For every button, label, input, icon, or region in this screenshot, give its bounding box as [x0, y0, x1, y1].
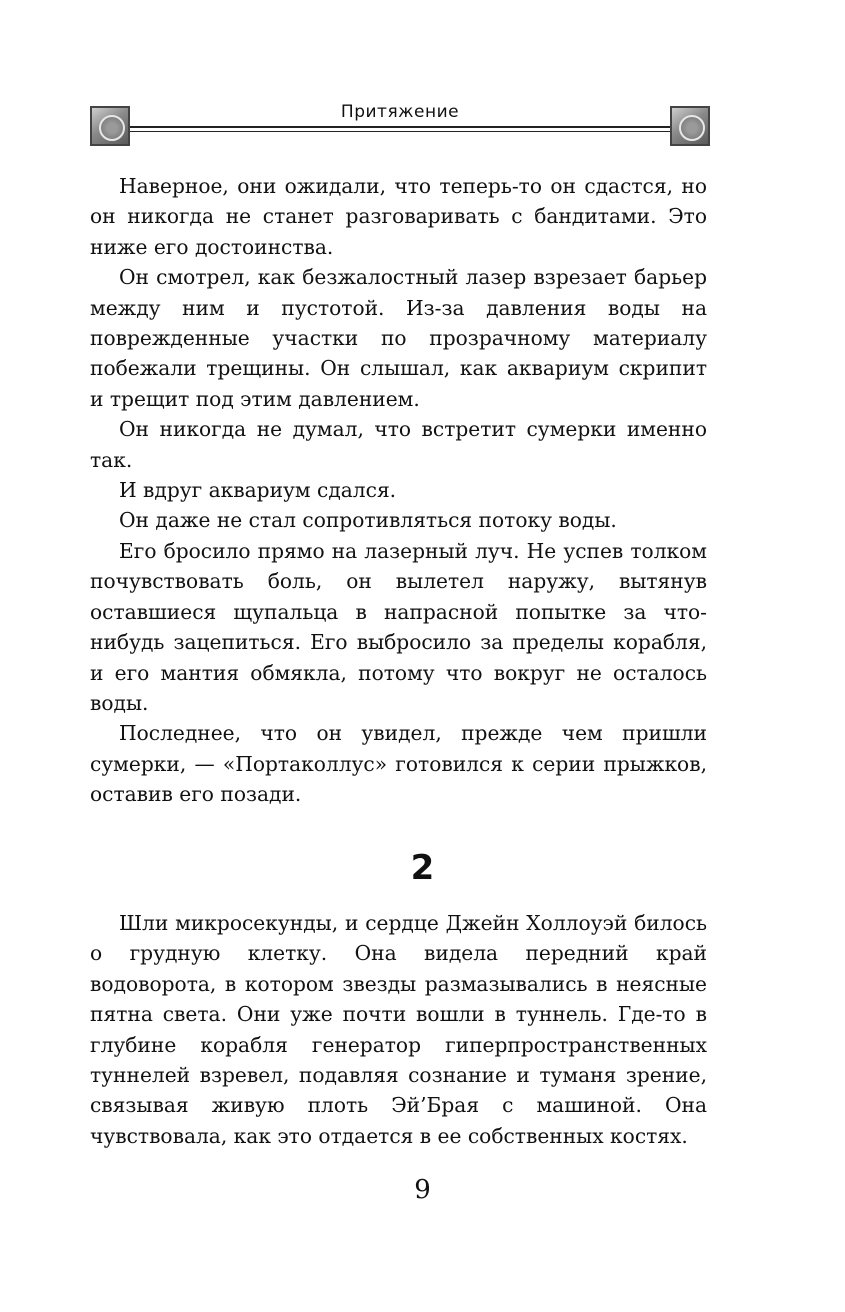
header-rule-thin: [130, 131, 670, 132]
body-text-section-1: [90, 171, 707, 810]
chapter-number: 2: [410, 848, 435, 888]
paragraph: Наверное, они ожидали, что теперь-то он сдастся, но он никогда не станет разговаривать с бандитами. Это ниже его достоинства.: [90, 174, 707, 259]
paragraph: И вдруг аквариум сдался.: [119, 478, 397, 503]
paragraph: Его бросило прямо на лазерный луч. Не успев толком почувствовать боль, он вылетел наружу, вытянув оставшиеся щупальца в напрасной попытке за что-нибудь зацепиться. Его выбросило за пределы корабля, и его мантия обмякла, потому что вокруг не осталось воды.: [90, 538, 707, 715]
paragraph: Он даже не стал сопротивляться потоку воды.: [119, 508, 617, 533]
page-number: 9: [414, 1175, 431, 1205]
paragraph: Шли микросекунды, и сердце Джейн Холлоуэй билось о грудную клетку. Она видела передний край водоворота, в котором звезды размазывались в неясные пятна света. Они уже почти вошли в туннель. Где-то в глубине корабля генератор гиперпространственных туннелей взревел, подавляя сознание и туманя зрение, связывая живую плоть Эй’Брая с машиной. Она чувствовала, как это отдается в ее собственных костях.: [90, 911, 707, 1148]
running-title: Притяжение: [90, 102, 710, 122]
running-header: [90, 100, 710, 152]
paragraph: Последнее, что он увидел, прежде чем пришли сумерки, — «Портаколлус» готовился к серии прыжков, оставив его позади.: [90, 721, 707, 807]
header-rule: [130, 126, 670, 128]
body-text-section-2: [90, 908, 707, 1151]
paragraph: Он смотрел, как безжалостный лазер взрезает барьер между ним и пустотой. Из-за давления воды на поврежденные участки по прозрачному материалу побежали трещины. Он слышал, как аквариум скрипит и трещит под этим давлением.: [90, 265, 707, 411]
ornamental-emblem-icon: [670, 106, 710, 146]
paragraph: Он никогда не думал, что встретит сумерки именно так.: [90, 417, 707, 472]
